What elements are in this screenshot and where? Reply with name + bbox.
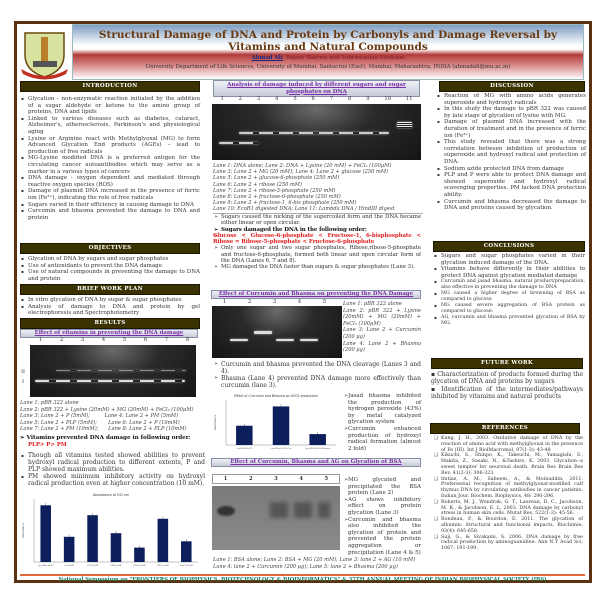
bsa-gel-image: [212, 486, 340, 550]
x-tick-label: +P (10mM): [86, 565, 99, 567]
lane-number: 1: [222, 299, 227, 305]
bar: [87, 515, 98, 562]
references-list: [433, 436, 583, 552]
objectives-list: [20, 256, 200, 282]
x-tick-label: Lys+MG+FeCl3: [236, 448, 252, 450]
list-item: ▪ Reaction of MG with amino acids generates superoxide and hydroxyl radicals: [436, 93, 586, 106]
section-results: RESULTS: [20, 318, 200, 329]
future-item: Identification of the intermediates/pathways inhibited by vitamins and natural products: [431, 385, 583, 400]
list-item: ▪ In this study the damage to pBR 322 was caused by late stage of glycation of lysine with MG.: [436, 106, 586, 119]
vitamins-findings: [20, 452, 205, 487]
list-item: ➢ Sugars caused the nicking of the supercoiled form and the DNA became either linear or open circular.: [213, 214, 421, 227]
h2o2-bar-chart: [212, 391, 340, 453]
list-item: ▪ Curcumin and bhasma prevented the damage to DNA and protein: [20, 208, 200, 221]
vitamins-gel-image: [30, 345, 196, 397]
list-item: ▪ Sugars and sugar phosphates varied in their glycation induced damage of the DNA.: [433, 253, 585, 266]
lane-number: 1: [38, 337, 43, 343]
list-item: ▪ Glycation - non-enzymatic reaction initiated by the addition of a sugar aldehyde or ketone to the amino group of proteins, DNA and lipids: [20, 96, 200, 116]
list-item: ▪ Though all vitamins tested showed abilities to prevent hydroxyl radical production to different extents, P and PLP showed maximum abilities.: [20, 452, 205, 473]
section-discussion: DISCUSSION: [439, 81, 585, 92]
reference-item: ❑ Suji, G., & Sivakami, S. 2006. DNA damage by free radical production by aminoguanidine. Ann N Y Acad Sci, 1067: 191-199.: [433, 535, 583, 552]
reference-item: ❑ Rondeau, P., & Bourdon, E. 2011. The glycation of albumin: Structural and functional impacts. Biochimie, 93(4): 645-658.: [433, 517, 583, 534]
x-tick-label: Lys+MG+FeCl3: [38, 565, 54, 567]
lead-author: Ahmad Ali: [251, 55, 283, 61]
lane-number: 9: [366, 96, 370, 102]
lane-number: 3: [256, 96, 261, 102]
form-label: I: [22, 379, 24, 385]
vitamins-order: PLP> P> PM: [28, 442, 67, 448]
list-item: ▪ MG caused a higher degree of browning of BSA as compared to glucose: [433, 291, 585, 303]
future-work-list: [431, 371, 583, 400]
list-item: ▪ Vitamins behave differently in their abilities to protect DNA against glycation mediated damage: [433, 266, 585, 279]
x-tick-label: +P (5mM): [64, 565, 75, 567]
sugars-findings: [213, 214, 421, 271]
caption: Lane 8: Lane 2 + fructose-6-phosphate (250 mM): [213, 194, 341, 201]
sugars-lane-numbers: [213, 96, 420, 102]
list-item: ▪ MG caused severe aggregation of BSA protein as compared to glucose.: [433, 303, 585, 315]
y-axis-label: Absorbance: [22, 522, 25, 539]
co-authors: , Rajeev Sharma and Subramanian Sivakami: [282, 55, 405, 61]
x-tick-label: Lys+MG+FeCl3+Bhasma: [305, 448, 331, 450]
sugars-captions: [213, 163, 423, 214]
authors: [73, 55, 583, 61]
list-item: ➢ Sugars damaged the DNA in the following order:: [213, 227, 421, 233]
caption: Lane 7: Lane 2 + ribose-5-phosphate (250 mM): [213, 187, 336, 194]
list-item: ▪ Use of natural compounds in preventing the damage to DNA and protein: [20, 269, 200, 282]
reference-item: ❑ Imtiaz, A. M., Saheem, A., & Moinuddin. 2011. Preferential recognition of methylglyoxal-modified calf thymus DNA by circulating antibodies in cancer patients. Indian Jour. Biochem. Biophysics, 48: 290-296.: [433, 477, 583, 500]
list-item: ▪ Damage of plasmid DNA increased in the presence of ferric ion (Fe³⁺), indicating the role of free radicals: [20, 188, 200, 201]
list-item: ▪ Use of antioxidants to prevent the DNA damage: [20, 263, 200, 270]
bar: [40, 505, 51, 562]
bar: [309, 434, 326, 445]
lane-number: 8: [347, 96, 352, 102]
section-introduction: INTRODUCTION: [20, 81, 200, 92]
list-item: ▪ This study revealed that there was a strong correlation between inhibition of production of superoxide and hydroxyl radical and protection of DNA.: [436, 139, 586, 165]
list-item: ▪ AG, curcumin and bhasma prevented glycation of BSA by MG.: [433, 315, 585, 327]
caption: Lane 1: pBR 322 alone: [20, 400, 79, 406]
caption: Lane 7: Lane 2 + PM (10mM); Lane 8: Lane 2 + PLP (10mM): [20, 426, 187, 433]
list-item: ➢ MG glycated and precipitated the BSA protein (Lane 2): [343, 477, 421, 497]
curcumin-findings: [213, 361, 421, 389]
reference-item: ❑ Roberts, M. J., Wondrak, G. T., Laurean, D. C., Jacobson, M. K., & Jacobson, E. L. 2003. DNA damage by carbonyl stress in human skin cells. Mutat Res, 522(1-2): 45-56.: [433, 500, 583, 517]
section-references: REFERENCES: [430, 423, 580, 434]
lane-number: 2: [247, 299, 252, 305]
bar: [111, 533, 122, 562]
lane-number: 8: [185, 337, 190, 343]
curcumin-gel-image: [212, 306, 342, 358]
curcumin-lane-numbers: [212, 299, 337, 305]
reference-item: ❑ Kang, J. H., 2003. Oxidative damage of DNA by the reaction of amino acid with methylglyoxal in the presence of Fe (III). Int J BiolMacromol, 97(1-3): 43-48: [433, 436, 583, 453]
list-item: ▪ Analysis of damage to DNA and protein by gel electrophoresis and Spectrophotometry: [20, 304, 200, 317]
lane-number: 3: [272, 299, 277, 305]
university-logo: [17, 25, 72, 80]
vitamins-order-label: ➢ Vitamins prevented DNA damage in following order:: [20, 435, 191, 441]
list-item: ▪ Curcumin and bhasma decreased the damage to DNA and proteins caused by glycation.: [436, 199, 586, 212]
lane-number: 5: [122, 337, 127, 343]
list-item: ➢ Curcumin and bhasma also inhibited the glycation of protein and prevented the protein aggregation or precipitation (Lane 4 & 5): [343, 517, 421, 557]
lane-number: 6: [143, 337, 148, 343]
y-axis-label: Absorbance: [214, 414, 217, 431]
caption: Lane 2: pBR 322 + Lysine (20mM) + MG (20mM) + FeCl₃ (100μM): [20, 406, 194, 413]
caption: Lane 9: Lane 2 + fructose-1, 6-bis phosphate (250 mM): [213, 200, 357, 207]
bsa-lane-numbers: [212, 474, 340, 484]
x-tick-label: +PM (5mM): [110, 565, 122, 567]
list-item: ➢ Only one sugar and two sugar phosphates, Ribose,ribose-5-phosphate and fructose-6-phosphate, formed both linear and open circular form of the DNA (Lanes 6, 7 and 8).: [213, 245, 421, 264]
list-item: ▪ PM showed minimum inhibitory activity on hydroxyl radical production even at higher concentration (10 mM).: [20, 473, 205, 487]
conclusions-list: [433, 253, 585, 327]
curcumin-heading: Effect of Curcumin and Bhasma on preventing the DNA Damage: [211, 290, 421, 299]
list-item: ▪ Lysine or Arginine react with Methylglyoxal (MG) to form Advanced Glycation End products (AGEs) – lead to production of free radicals: [20, 136, 200, 156]
list-item: ▪ MG-Lysine modified DNA is a preferred antigen for the circulating cancer autoantibodies which may serve as a marker in a various types of cancers: [20, 155, 200, 175]
lane-number: 3: [274, 476, 278, 482]
list-item: ➢ Bhasma (Lane 4) prevented DNA damage more effectively than curcumin (lane 3).: [213, 375, 421, 389]
list-item: ▪ DNA damage - oxygen dependent and mediated through reactive oxygen species (ROS): [20, 175, 200, 188]
list-item: ▪ Linked to various diseases such as diabetes, cataract, Alzheimer's, atherosclerosis, Parkinson's and physiological aging: [20, 116, 200, 136]
lane-number: 4: [299, 476, 303, 482]
lane-number: 2: [238, 96, 242, 102]
form-label: II: [21, 369, 25, 375]
x-tick-label: +PM (10mM): [132, 565, 146, 567]
caption: Lane 3: Lane 2 + Curcumin (200 μg): [343, 327, 421, 340]
lane-number: 5: [322, 299, 327, 305]
curcumin-captions: [343, 301, 421, 354]
lane-number: 3: [80, 337, 85, 343]
bsa-findings: [343, 477, 421, 556]
lane-number: 1: [220, 96, 224, 102]
future-item: Characterization of products formed during the glycation of DNA and proteins by sugars: [431, 371, 583, 386]
bar: [158, 519, 169, 562]
section-work-plan: BRIEF WORK PLAN: [20, 284, 200, 295]
poster-title: Structural Damage of DNA and Protein by Carbonyls and Damage Reversal by Vitamins and Natural Compounds: [98, 29, 558, 53]
caption: Lane 5: Lane 2 + PLP (5mM); Lane 6: Lane 2 + P (10mM): [20, 419, 180, 426]
footer-banner: National Symposium on "FRONTIERS OF BIOPHYSICS, BIOTECHNOLOGY & BIOINFORMATICS" & 37TH ANNUAL MEETING OF INDIAN BIOPHYSICAL SOCIETY (IBS): [20, 574, 585, 583]
lane-number: 5: [324, 476, 329, 482]
x-tick-label: Lys+MG+FeCl3+Cur: [270, 448, 292, 450]
caption: Lane 1: pBR 322 alone: [343, 301, 402, 307]
sugars-order: ➢ Glucose < Glucose-6-phosphate < Fructose-1, 6-bisphosphate < Ribose = Ribose-5-phosphate < Fructose-6-phosphate: [213, 233, 421, 246]
list-item: ▪ PLP and P were able to protect DNA damage and showed superoxide and hydroxyl radical scavenging properties. PM lacked DNA protection ability.: [436, 172, 586, 198]
bar: [134, 548, 145, 562]
x-tick-label: +PLP (10mM): [179, 565, 194, 567]
lane-number: 11: [405, 96, 413, 102]
x-tick-label: +PLP (5mM): [156, 565, 170, 567]
caption: Lane 1: BSA alone; Lane 2: BSA + MG (20 mM); Lane 3: lane 2 + AG (10 mM): [213, 557, 416, 563]
list-item: ▪ Characterization of products formed during the glycation of DNA and proteins by sugars: [431, 371, 583, 386]
bar: [64, 537, 75, 562]
caption: Lane 4: Lane 2 + Bhasma (200 μg): [343, 340, 421, 354]
lane-number: 5: [293, 96, 297, 102]
list-item: ➢ Jasad bhasma inhibited the production of hydrogen peroxide (43%) by metal catalyzed glycation system: [343, 393, 421, 426]
chart-title: Absorbance at 532 nm: [92, 493, 130, 497]
section-future-work: FUTURE WORK: [431, 358, 583, 369]
vitamins-captions: [20, 400, 205, 433]
caption: Lane 6: Lane 2 + ribose (250 mM): [213, 181, 302, 188]
absorbance-bar-chart: [20, 490, 202, 570]
bar: [273, 406, 290, 445]
lane-number: 4: [275, 96, 279, 102]
workplan-list: [20, 297, 200, 317]
lane-number: 4: [297, 299, 302, 305]
order-label: Vitamins prevented DNA damage in following order:: [26, 435, 191, 441]
lane-number: 4: [101, 337, 106, 343]
list-item: ➢ AG shows inhibitory effect on protein glycation (Lane 3): [343, 497, 421, 517]
list-item: ▪ Glycation of DNA by sugars and sugar phosphates: [20, 256, 200, 263]
list-item: ▪ In vitro glycation of DNA by sugar & sugar phosphates: [20, 297, 200, 304]
intro-list: [20, 96, 200, 221]
sugars-gel-image: [212, 104, 421, 160]
lane-number: 10: [384, 96, 392, 102]
list-item: ▪ Sugars varied in their efficiency in causing damage to DNA: [20, 202, 200, 209]
caption: Lane 3: Lane 2 + P (5mM); Lane 4: Lane 2 + PM (5mM): [20, 413, 179, 420]
poster-header: [72, 24, 584, 80]
chart-title: Effect of Curcumin and Bhasma on H2O2 production: [234, 394, 318, 398]
caption: Lane 2: pBR 322 + Lysine (20mM) + MG (20mM) + FeCl₃ (100μM): [343, 307, 421, 327]
section-objectives: OBJECTIVES: [20, 243, 200, 254]
list-item: ▪ Sodium azide protected DNA from damage: [436, 166, 586, 173]
bsa-captions: [213, 557, 423, 570]
lane-number: 7: [329, 96, 334, 102]
caption: Lane 4: lane 2 + Curcumin (200 μg); Lane 5: lane 2 + Bhasma (200 μg): [213, 563, 398, 570]
list-item: ▪ Damage of plasmid DNA increased with the duration of treatment and in the presence of ferric ion (Fe³⁺): [436, 119, 586, 139]
lane-number: 1: [223, 476, 228, 482]
lane-number: 2: [248, 476, 253, 482]
bar: [181, 541, 192, 562]
bar: [236, 426, 253, 445]
list-item: ➢ MG damaged the DNA faster than sugars & sugar phosphates (Lane 3).: [213, 264, 421, 270]
discussion-list: [436, 93, 586, 212]
list-item: ➢ Curcumin enhanced production of hydroxyl radical formation (almost 2 fold): [343, 426, 421, 452]
caption: Lane 10: EcoR1 digested DNA; Lane 11: Lambda DNA / HindIII digest: [213, 206, 423, 213]
caption: Lane 1: DNA alone; Lane 2: DNA + Lysine (20 mM) + FeCl₃ (100μM): [213, 163, 392, 169]
section-conclusions: CONCLUSIONS: [433, 241, 585, 252]
lane-number: 7: [164, 337, 169, 343]
lane-number: 6: [311, 96, 315, 102]
bsa-heading: Effect of Curcumin, Bhasma and AG on Glycation of BSA: [211, 458, 421, 467]
list-item: ▪ Identification of the intermediates/pathways inhibited by vitamins and natural products: [431, 385, 583, 400]
curcumin-side-findings: [343, 393, 421, 452]
list-item: ➢ Curcumin and bhasma prevented the DNA cleavage (Lanes 3 and 4).: [213, 361, 421, 375]
list-item: ▪ Curcumin and jasad bhasma, natural product/preparation, also effective in preventing the damage to DNA: [433, 279, 585, 291]
vitamins-lane-numbers: [30, 337, 198, 343]
reference-item: ❑ Kikuchi, S., Shinpo, K., Takeuchi, M., Yamagishi, S., Makita, Z., Sasaki, N., &Tashiro, K. 2003. Glycation--a sweet tempter for neuronal death. Brain Res Brain Res Rev, 41(2-3): 306-323.: [433, 453, 583, 476]
vitamins-heading: Effect of vitamins in preventing the DNA damage: [20, 329, 198, 338]
caption: Lane 3: Lane 2 + MG (20 mM); Lane 4: Lane 2 + glucose (250 mM): [213, 169, 389, 176]
affiliation: University Department of Life Sciences, University of Mumbai, Santacruz (East), Mumbai, Maharashtra, INDIA (ahmadali@mu.ac.in): [145, 64, 511, 70]
sugars-heading: Analysis of damage induced by different sugars and sugar phosphates on DNA: [213, 80, 420, 97]
lane-number: 2: [59, 337, 64, 343]
caption: Lane 5: Lane 2 + glucose-6-phosphate (250 mM): [213, 175, 340, 182]
